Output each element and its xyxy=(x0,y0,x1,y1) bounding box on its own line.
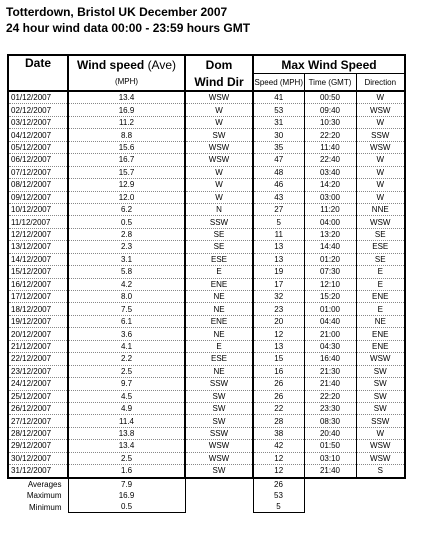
subheader-row xyxy=(8,74,405,92)
table-row xyxy=(8,278,405,290)
max-speed-cell: 13 xyxy=(253,340,304,352)
table-row xyxy=(8,253,405,265)
table-row xyxy=(8,241,405,253)
table-row xyxy=(8,228,405,240)
dom-dir-cell: SSW xyxy=(185,427,253,439)
dom-dir-cell: NE xyxy=(185,303,253,315)
dom-dir-cell: ESE xyxy=(185,353,253,365)
avg-speed-cell: 15.6 xyxy=(68,141,185,153)
max-speed-cell: 13 xyxy=(253,253,304,265)
date-cell: 21/12/2007 xyxy=(8,340,68,352)
max-dir-cell: W xyxy=(356,91,405,104)
max-time-cell: 13:20 xyxy=(304,228,356,240)
max-dir-cell: ENE xyxy=(356,328,405,340)
max-dir-cell: NE xyxy=(356,315,405,327)
summary-row xyxy=(8,501,405,513)
header-row xyxy=(8,55,405,74)
summary-spacer xyxy=(304,501,356,513)
max-time-cell: 21:00 xyxy=(304,328,356,340)
avg-speed-cell: 8.8 xyxy=(68,129,185,141)
avg-speed-cell: 2.3 xyxy=(68,241,185,253)
dom-dir-cell: SW xyxy=(185,415,253,427)
max-dir-cell: W xyxy=(356,427,405,439)
max-wind-header: Max Wind Speed xyxy=(253,55,405,74)
summary-spacer xyxy=(356,478,405,490)
date-cell: 11/12/2007 xyxy=(8,216,68,228)
avg-speed-cell: 3.6 xyxy=(68,328,185,340)
dom-dir-cell: SSW xyxy=(185,216,253,228)
max-time-cell: 01:00 xyxy=(304,303,356,315)
dom-dir-cell: SSW xyxy=(185,378,253,390)
date-cell: 06/12/2007 xyxy=(8,154,68,166)
table-row xyxy=(8,141,405,153)
avg-speed-cell: 4.2 xyxy=(68,278,185,290)
max-time-cell: 04:30 xyxy=(304,340,356,352)
max-speed-cell: 48 xyxy=(253,166,304,178)
avg-speed-cell: 11.4 xyxy=(68,415,185,427)
date-cell: 15/12/2007 xyxy=(8,266,68,278)
wind-speed-ave-label: (Ave) xyxy=(147,57,177,72)
dom-dir-cell: NE xyxy=(185,365,253,377)
max-dir-cell: WSW xyxy=(356,104,405,116)
max-speed-cell: 12 xyxy=(253,452,304,464)
date-cell: 22/12/2007 xyxy=(8,353,68,365)
dom-dir-cell: W xyxy=(185,104,253,116)
date-cell: 20/12/2007 xyxy=(8,328,68,340)
avg-speed-cell: 11.2 xyxy=(68,116,185,128)
max-speed-cell: 31 xyxy=(253,116,304,128)
max-speed-cell: 47 xyxy=(253,154,304,166)
wind-data-table xyxy=(7,54,406,513)
avg-speed-cell: 8.0 xyxy=(68,291,185,303)
max-speed-cell: 23 xyxy=(253,303,304,315)
max-speed-cell: 27 xyxy=(253,203,304,215)
max-time-cell: 08:30 xyxy=(304,415,356,427)
date-cell: 24/12/2007 xyxy=(8,378,68,390)
max-dir-cell: E xyxy=(356,303,405,315)
max-dir-cell: W xyxy=(356,116,405,128)
date-cell: 31/12/2007 xyxy=(8,465,68,478)
max-speed-cell: 5 xyxy=(253,216,304,228)
max-dir-cell: WSW xyxy=(356,440,405,452)
dom-dir-cell: W xyxy=(185,116,253,128)
date-cell: 07/12/2007 xyxy=(8,166,68,178)
max-dir-cell: W xyxy=(356,154,405,166)
summary-max-speed: 53 xyxy=(253,490,304,501)
dom-dir-cell: SW xyxy=(185,390,253,402)
max-dir-cell: SE xyxy=(356,253,405,265)
max-speed-cell: 38 xyxy=(253,427,304,439)
summary-avg-speed: 16.9 xyxy=(68,490,185,501)
table-row xyxy=(8,179,405,191)
table-row xyxy=(8,116,405,128)
date-cell: 09/12/2007 xyxy=(8,191,68,203)
max-speed-cell: 20 xyxy=(253,315,304,327)
avg-speed-cell: 3.1 xyxy=(68,253,185,265)
dom-dir-cell: SW xyxy=(185,402,253,414)
max-speed-cell: 30 xyxy=(253,129,304,141)
summary-spacer xyxy=(356,501,405,513)
max-speed-cell: 16 xyxy=(253,365,304,377)
table-row xyxy=(8,328,405,340)
table-row xyxy=(8,104,405,116)
max-time-cell: 01:50 xyxy=(304,440,356,452)
summary-label: Averages xyxy=(27,479,62,489)
summary-label: Maximum xyxy=(26,491,62,500)
summary-max-speed: 26 xyxy=(253,478,304,490)
dom-dir-cell: WSW xyxy=(185,91,253,104)
table-row xyxy=(8,291,405,303)
wind-speed-header-label: Wind speed xyxy=(76,57,145,72)
dom-dir-cell: SE xyxy=(185,241,253,253)
table-row xyxy=(8,378,405,390)
dom-dir-cell: SW xyxy=(185,465,253,478)
max-dir-cell: ESE xyxy=(356,241,405,253)
page-subtitle: 24 hour wind data 00:00 - 23:59 hours GMT xyxy=(6,21,251,35)
dom-dir-cell: WSW xyxy=(185,440,253,452)
avg-speed-cell: 1.6 xyxy=(68,465,185,478)
avg-speed-cell: 9.7 xyxy=(68,378,185,390)
max-dir-cell: W xyxy=(356,191,405,203)
max-speed-cell: 22 xyxy=(253,402,304,414)
dom-dir-cell: W xyxy=(185,179,253,191)
date-cell: 28/12/2007 xyxy=(8,427,68,439)
date-cell: 04/12/2007 xyxy=(8,129,68,141)
max-dir-subheader: Direction xyxy=(356,74,405,92)
max-dir-cell: SW xyxy=(356,378,405,390)
max-speed-cell: 46 xyxy=(253,179,304,191)
max-speed-cell: 53 xyxy=(253,104,304,116)
max-time-cell: 03:40 xyxy=(304,166,356,178)
table-row xyxy=(8,303,405,315)
summary-avg-speed: 0.5 xyxy=(68,501,185,513)
max-speed-cell: 17 xyxy=(253,278,304,290)
summary-avg-speed: 7.9 xyxy=(68,478,185,490)
max-dir-cell: SSW xyxy=(356,415,405,427)
avg-speed-cell: 2.5 xyxy=(68,365,185,377)
max-dir-cell: ENE xyxy=(356,340,405,352)
dom-dir-cell: WSW xyxy=(185,141,253,153)
summary-row xyxy=(8,478,405,490)
table-row xyxy=(8,166,405,178)
table-row xyxy=(8,427,405,439)
max-speed-cell: 28 xyxy=(253,415,304,427)
avg-speed-cell: 5.8 xyxy=(68,266,185,278)
max-dir-cell: SW xyxy=(356,402,405,414)
max-dir-cell: WSW xyxy=(356,141,405,153)
avg-speed-cell: 2.5 xyxy=(68,452,185,464)
max-dir-cell: SE xyxy=(356,228,405,240)
date-cell: 17/12/2007 xyxy=(8,291,68,303)
max-time-cell: 22:40 xyxy=(304,154,356,166)
date-cell: 18/12/2007 xyxy=(8,303,68,315)
date-cell: 13/12/2007 xyxy=(8,241,68,253)
table-row xyxy=(8,465,405,478)
max-time-cell: 21:40 xyxy=(304,465,356,478)
table-row xyxy=(8,415,405,427)
avg-speed-cell: 16.7 xyxy=(68,154,185,166)
date-cell: 01/12/2007 xyxy=(8,91,68,104)
max-speed-cell: 41 xyxy=(253,91,304,104)
avg-speed-cell: 0.5 xyxy=(68,216,185,228)
max-time-cell: 21:40 xyxy=(304,378,356,390)
max-speed-cell: 19 xyxy=(253,266,304,278)
wind-speed-unit: (MPH) xyxy=(68,74,185,92)
dom-dir-cell: WSW xyxy=(185,154,253,166)
max-time-cell: 11:40 xyxy=(304,141,356,153)
date-header: Date xyxy=(8,55,68,91)
dom-dir-cell: WSW xyxy=(185,452,253,464)
avg-speed-cell: 2.2 xyxy=(68,353,185,365)
table-row xyxy=(8,91,405,104)
max-time-subheader: Time (GMT) xyxy=(304,74,356,92)
dom-dir-cell: W xyxy=(185,191,253,203)
table-row xyxy=(8,353,405,365)
table-row xyxy=(8,203,405,215)
table-row xyxy=(8,266,405,278)
max-speed-cell: 35 xyxy=(253,141,304,153)
max-speed-cell: 32 xyxy=(253,291,304,303)
dom-dir-cell: W xyxy=(185,166,253,178)
max-dir-cell: WSW xyxy=(356,353,405,365)
date-cell: 25/12/2007 xyxy=(8,390,68,402)
max-dir-cell: E xyxy=(356,278,405,290)
max-speed-subheader: Speed (MPH) xyxy=(253,74,304,92)
avg-speed-cell: 4.9 xyxy=(68,402,185,414)
dom-dir-cell: ESE xyxy=(185,253,253,265)
max-time-cell: 00:50 xyxy=(304,91,356,104)
date-cell: 03/12/2007 xyxy=(8,116,68,128)
summary-spacer xyxy=(356,490,405,501)
max-speed-cell: 15 xyxy=(253,353,304,365)
dom-dir-header-line1: Dom xyxy=(185,55,253,74)
max-time-cell: 07:30 xyxy=(304,266,356,278)
dom-dir-cell: NE xyxy=(185,291,253,303)
table-row xyxy=(8,365,405,377)
max-dir-cell: SW xyxy=(356,365,405,377)
summary-spacer xyxy=(304,478,356,490)
avg-speed-cell: 16.9 xyxy=(68,104,185,116)
avg-speed-cell: 4.5 xyxy=(68,390,185,402)
max-time-cell: 21:30 xyxy=(304,365,356,377)
max-time-cell: 22:20 xyxy=(304,129,356,141)
table-row xyxy=(8,340,405,352)
max-dir-cell: WSW xyxy=(356,216,405,228)
table-row xyxy=(8,390,405,402)
summary-spacer xyxy=(185,490,253,501)
max-dir-cell: NNE xyxy=(356,203,405,215)
dom-dir-cell: NE xyxy=(185,328,253,340)
avg-speed-cell: 6.1 xyxy=(68,315,185,327)
max-speed-cell: 26 xyxy=(253,378,304,390)
date-cell: 02/12/2007 xyxy=(8,104,68,116)
page-title: Totterdown, Bristol UK December 2007 xyxy=(6,5,228,19)
summary-row xyxy=(8,490,405,501)
dom-dir-cell: SE xyxy=(185,228,253,240)
max-dir-cell: E xyxy=(356,266,405,278)
date-cell: 26/12/2007 xyxy=(8,402,68,414)
max-speed-cell: 12 xyxy=(253,465,304,478)
dom-dir-header-line2: Wind Dir xyxy=(185,74,253,92)
max-time-cell: 12:10 xyxy=(304,278,356,290)
max-time-cell: 04:40 xyxy=(304,315,356,327)
max-time-cell: 20:40 xyxy=(304,427,356,439)
max-dir-cell: SW xyxy=(356,390,405,402)
table-row xyxy=(8,452,405,464)
avg-speed-cell: 13.8 xyxy=(68,427,185,439)
max-time-cell: 16:40 xyxy=(304,353,356,365)
table-row xyxy=(8,315,405,327)
max-speed-cell: 43 xyxy=(253,191,304,203)
max-dir-cell: ENE xyxy=(356,291,405,303)
avg-speed-cell: 13.4 xyxy=(68,91,185,104)
summary-spacer xyxy=(304,490,356,501)
date-cell: 23/12/2007 xyxy=(8,365,68,377)
table-row xyxy=(8,440,405,452)
date-cell: 08/12/2007 xyxy=(8,179,68,191)
max-speed-cell: 26 xyxy=(253,390,304,402)
max-dir-cell: S xyxy=(356,465,405,478)
max-dir-cell: W xyxy=(356,179,405,191)
avg-speed-cell: 6.2 xyxy=(68,203,185,215)
max-time-cell: 23:30 xyxy=(304,402,356,414)
max-time-cell: 03:00 xyxy=(304,191,356,203)
avg-speed-cell: 2.8 xyxy=(68,228,185,240)
date-cell: 10/12/2007 xyxy=(8,203,68,215)
date-cell: 12/12/2007 xyxy=(8,228,68,240)
dom-dir-cell: N xyxy=(185,203,253,215)
max-time-cell: 11:20 xyxy=(304,203,356,215)
dom-dir-cell: E xyxy=(185,340,253,352)
dom-dir-cell: ENE xyxy=(185,278,253,290)
max-speed-cell: 13 xyxy=(253,241,304,253)
avg-speed-cell: 12.9 xyxy=(68,179,185,191)
date-cell: 30/12/2007 xyxy=(8,452,68,464)
avg-speed-cell: 12.0 xyxy=(68,191,185,203)
date-cell: 27/12/2007 xyxy=(8,415,68,427)
date-cell: 16/12/2007 xyxy=(8,278,68,290)
avg-speed-cell: 13.4 xyxy=(68,440,185,452)
max-time-cell: 01:20 xyxy=(304,253,356,265)
date-cell: 14/12/2007 xyxy=(8,253,68,265)
table-row xyxy=(8,402,405,414)
max-time-cell: 03:10 xyxy=(304,452,356,464)
max-dir-cell: W xyxy=(356,166,405,178)
max-time-cell: 04:00 xyxy=(304,216,356,228)
date-cell: 29/12/2007 xyxy=(8,440,68,452)
date-cell: 05/12/2007 xyxy=(8,141,68,153)
table-row xyxy=(8,154,405,166)
date-cell: 19/12/2007 xyxy=(8,315,68,327)
max-speed-cell: 42 xyxy=(253,440,304,452)
summary-label: Minimum xyxy=(29,502,62,512)
max-dir-cell: SSW xyxy=(356,129,405,141)
avg-speed-cell: 7.5 xyxy=(68,303,185,315)
max-time-cell: 14:40 xyxy=(304,241,356,253)
max-time-cell: 14:20 xyxy=(304,179,356,191)
max-dir-cell: WSW xyxy=(356,452,405,464)
wind-speed-header xyxy=(68,55,185,74)
max-time-cell: 10:30 xyxy=(304,116,356,128)
avg-speed-cell: 4.1 xyxy=(68,340,185,352)
max-time-cell: 15:20 xyxy=(304,291,356,303)
dom-dir-cell: E xyxy=(185,266,253,278)
max-speed-cell: 12 xyxy=(253,328,304,340)
table-row xyxy=(8,191,405,203)
summary-spacer xyxy=(185,478,253,490)
max-time-cell: 09:40 xyxy=(304,104,356,116)
dom-dir-cell: ENE xyxy=(185,315,253,327)
summary-spacer xyxy=(185,501,253,513)
table-row xyxy=(8,216,405,228)
max-time-cell: 22:20 xyxy=(304,390,356,402)
avg-speed-cell: 15.7 xyxy=(68,166,185,178)
dom-dir-cell: SW xyxy=(185,129,253,141)
max-speed-cell: 11 xyxy=(253,228,304,240)
table-row xyxy=(8,129,405,141)
summary-max-speed: 5 xyxy=(253,501,304,513)
